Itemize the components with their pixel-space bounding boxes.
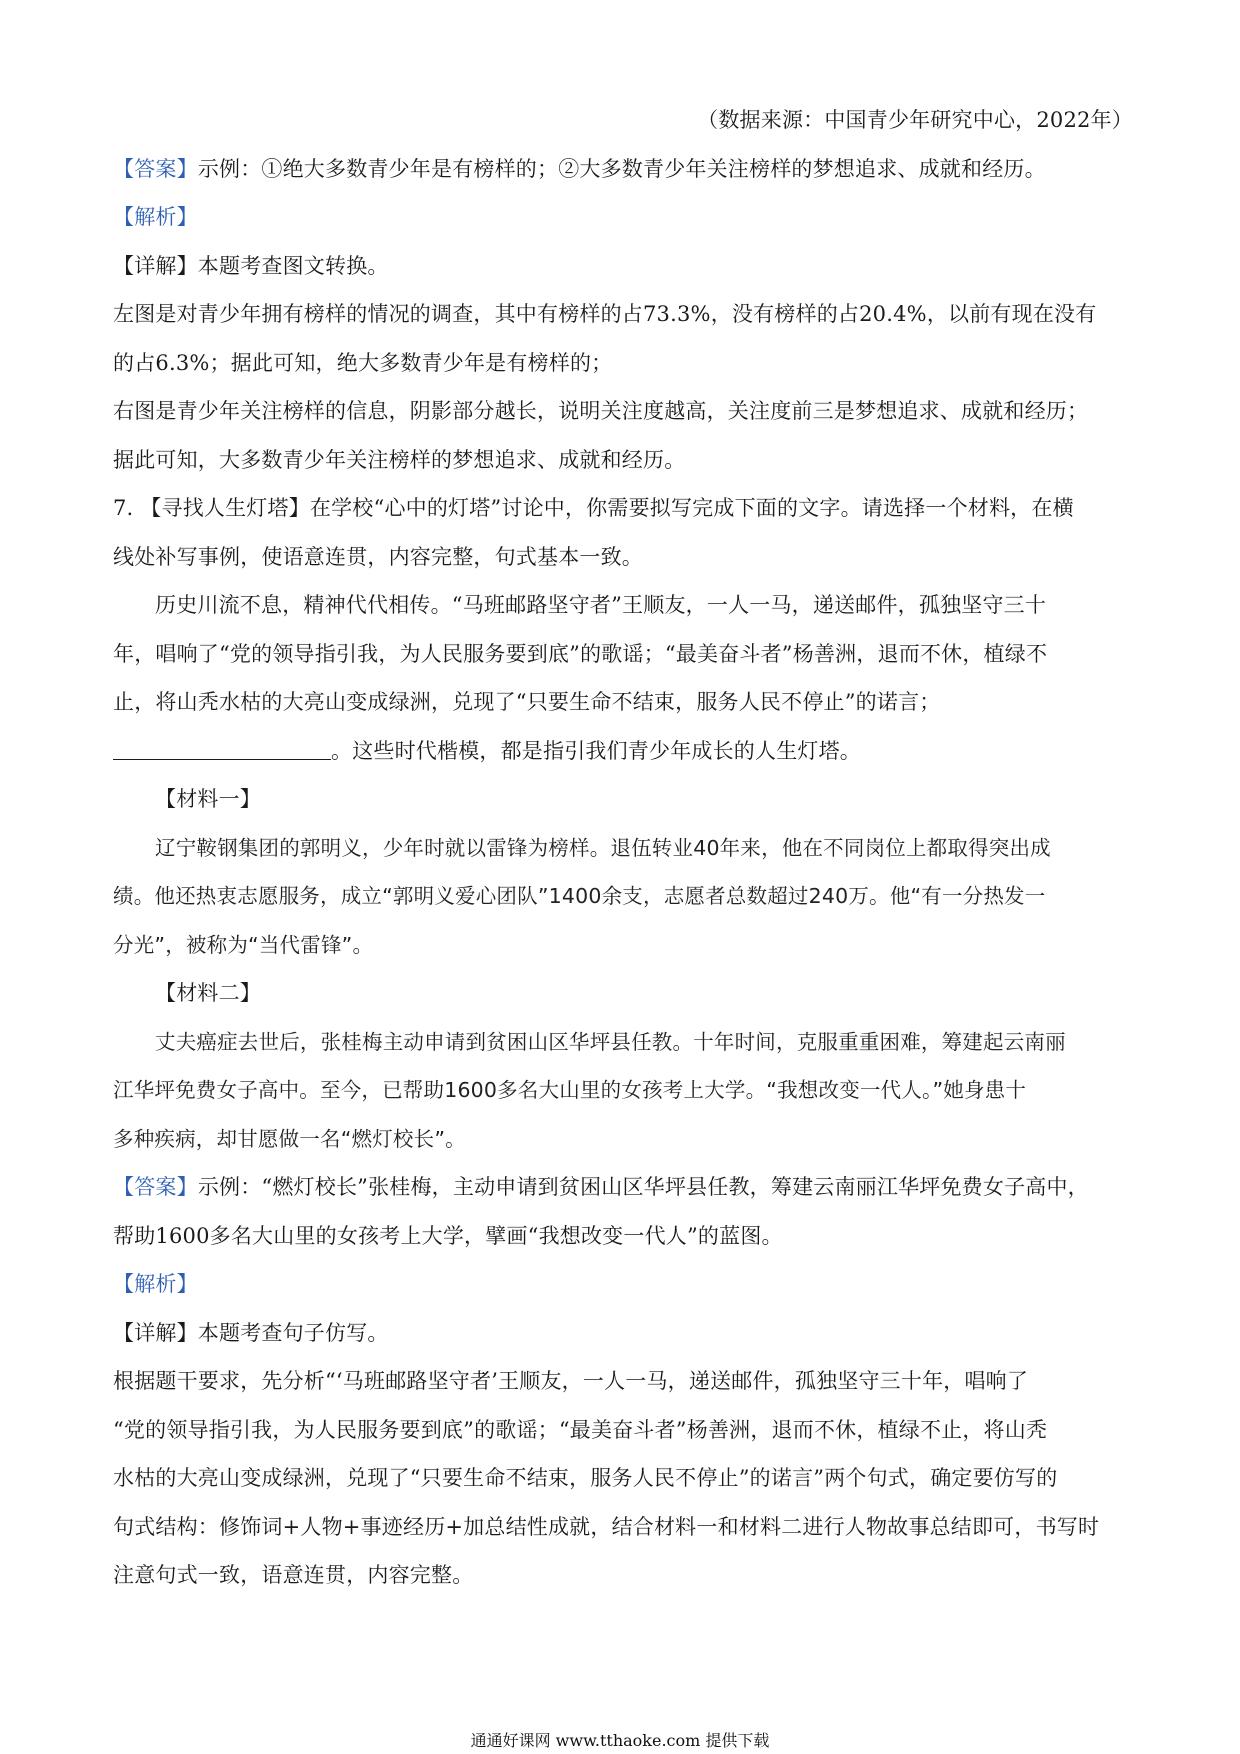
q7-passage-blank-line bbox=[113, 727, 1133, 776]
q6-answer bbox=[113, 145, 1133, 194]
q6-analysis bbox=[113, 193, 1133, 242]
q7-passage-line: 年，唱响了“党的领导指引我，为人民服务要到底”的歌谣；“最美奋斗者”杨善洲，退而不休，植绿不 bbox=[113, 641, 1048, 666]
q7-passage-line: 止，将山秃水枯的大亮山变成绿洲，兑现了“只要生命不结束，服务人民不停止”的诺言； bbox=[113, 690, 941, 714]
answer-text: 示例：“燃灯校长”张桂梅，主动申请到贫困山区华坪县任教，筹建云南丽江华坪免费女子高中， bbox=[197, 1175, 1089, 1199]
answer-tag: 【答案】 bbox=[113, 1175, 198, 1199]
q7-analysis bbox=[113, 1260, 1133, 1309]
q7-question-line: 线处补写事例，使语意连贯，内容完整，句式基本一致。 bbox=[113, 544, 643, 569]
document-page bbox=[113, 96, 1133, 1600]
data-source-note: （数据来源：中国青少年研究中心，2022年） bbox=[697, 108, 1133, 132]
answer-tag: 【答案】 bbox=[113, 156, 198, 181]
q7-detail-line: 水枯的大亮山变成绿洲，兑现了“只要生命不结束，服务人民不停止”的诺言”两个句式，确定要仿写的 bbox=[113, 1466, 1058, 1490]
material1-line: 绩。他还热衷志愿服务，成立“郭明义爱心团队”1400余支，志愿者总数超过240万。他“有一分热发一 bbox=[113, 884, 1046, 908]
q6-paragraph-line: 左图是对青少年拥有榜样的情况的调查，其中有榜样的占73.3%，没有榜样的占20.4%，以前有现在没有 bbox=[113, 302, 1097, 326]
q7-answer bbox=[113, 1163, 1133, 1212]
material1-title: 【材料一】 bbox=[155, 787, 261, 811]
q7-detail-heading: 【详解】本题考查句子仿写。 bbox=[113, 1320, 389, 1345]
q6-detail-heading: 【详解】本题考查图文转换。 bbox=[113, 253, 389, 278]
answer-text: 示例：①绝大多数青少年是有榜样的；②大多数青少年关注榜样的梦想追求、成就和经历。 bbox=[197, 156, 1046, 181]
q7-detail-line: 注意句式一致，语意连贯，内容完整。 bbox=[113, 1563, 474, 1587]
q7-answer-line: 帮助1600多名大山里的女孩考上大学，擘画“我想改变一代人”的蓝图。 bbox=[113, 1223, 783, 1248]
material1-line: 分光”，被称为“当代雷锋”。 bbox=[113, 932, 374, 957]
passage-after-blank: 。这些时代楷模，都是指引我们青少年成长的人生灯塔。 bbox=[331, 738, 861, 763]
material2-line: 江华坪免费女子高中。至今，已帮助1600多名大山里的女孩考上大学。“我想改变一代人。”她身患十 bbox=[113, 1078, 1027, 1102]
analysis-tag: 【解析】 bbox=[113, 1272, 198, 1296]
material2-title: 【材料二】 bbox=[155, 981, 261, 1005]
q7-detail-line: 句式结构：修饰词+人物+事迹经历+加总结性成就，结合材料一和材料二进行人物故事总结即可，书写时 bbox=[113, 1514, 1100, 1539]
q6-paragraph-line: 据此可知，大多数青少年关注榜样的梦想追求、成就和经历。 bbox=[113, 447, 686, 472]
q7-detail-line: “党的领导指引我，为人民服务要到底”的歌谣；“最美奋斗者”杨善洲，退而不休，植绿不止，将山秃 bbox=[113, 1417, 1048, 1442]
q7-passage-line: 历史川流不息，精神代代相传。“马班邮路坚守者”王顺友，一人一马，递送邮件，孤独坚守三十 bbox=[155, 593, 1047, 617]
fill-in-blank[interactable] bbox=[113, 735, 331, 760]
q6-paragraph-line: 右图是青少年关注榜样的信息，阴影部分越长，说明关注度越高，关注度前三是梦想追求、成就和经历； bbox=[113, 399, 1089, 423]
material2-line: 丈夫癌症去世后，张桂梅主动申请到贫困山区华坪县任教。十年时间，克服重重困难，筹建起云南丽 bbox=[155, 1029, 1066, 1054]
material2-line: 多种疾病，却甘愿做一名“燃灯校长”。 bbox=[113, 1126, 466, 1151]
q7-detail-line: 根据题干要求，先分析“‘马班邮路坚守者’王顺友，一人一马，递送邮件，孤独坚守三十年，唱响了 bbox=[113, 1369, 1029, 1393]
material1-line: 辽宁鞍钢集团的郭明义，少年时就以雷锋为榜样。退伍转业40年来，他在不同岗位上都取得突出成 bbox=[155, 835, 1051, 860]
page-footer: 通通好课网 www.tthaoke.com 提供下载 bbox=[470, 1731, 770, 1750]
q6-paragraph-line: 的占6.3%；据此可知，绝大多数青少年是有榜样的； bbox=[113, 350, 613, 375]
analysis-tag: 【解析】 bbox=[113, 205, 198, 229]
q7-question-line: 7. 【寻找人生灯塔】在学校“心中的灯塔”讨论中，你需要拟写完成下面的文字。请选择一个材料，在横 bbox=[113, 496, 1074, 520]
